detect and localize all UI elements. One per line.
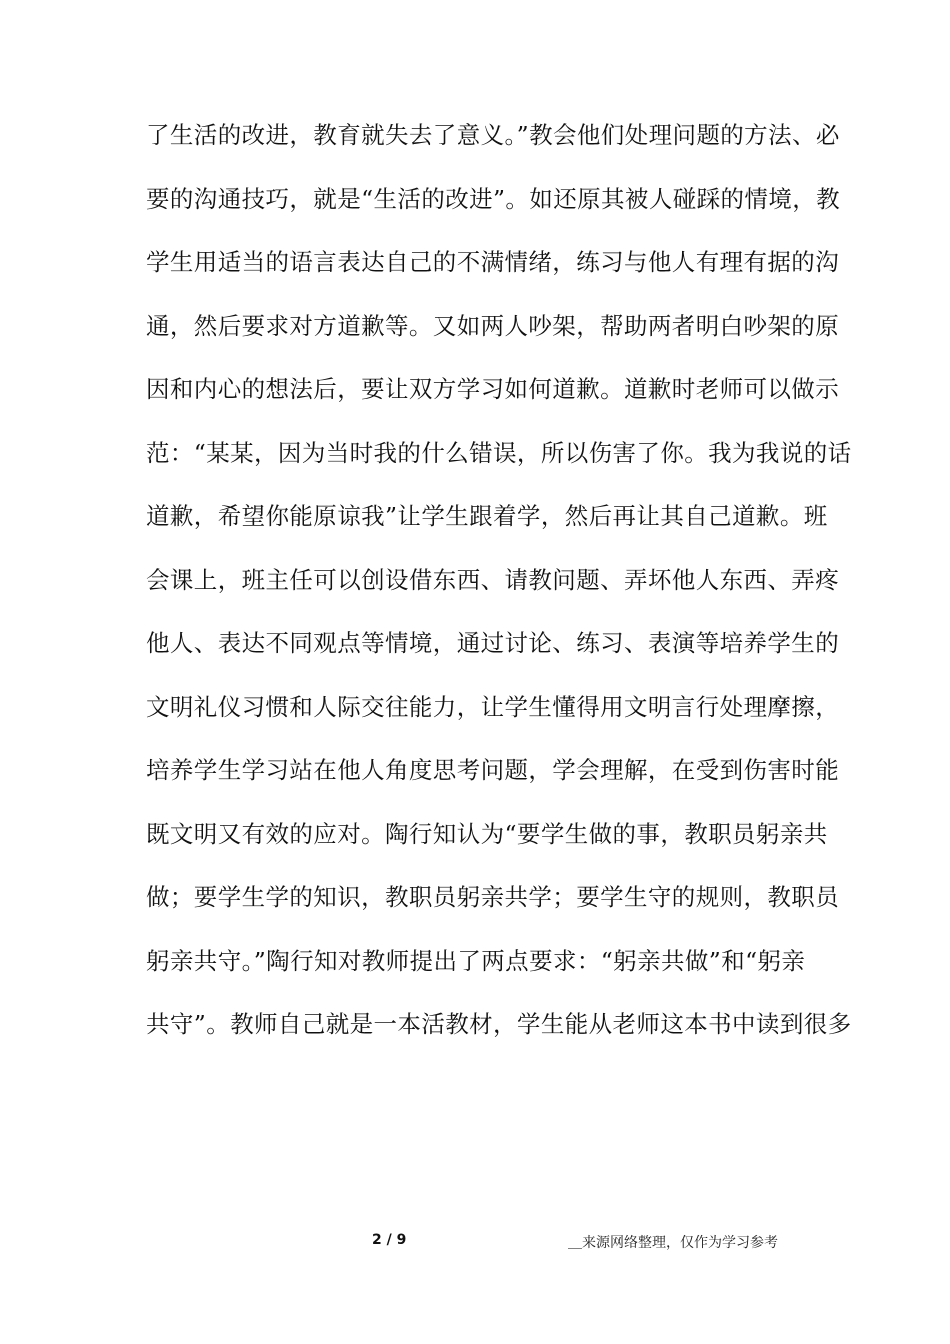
text-line-12: 既文明又有效的应对。陶行知认为“要学生做的事，教职员躬亲共: [146, 819, 828, 848]
text-line-4: 通，然后要求对方道歉等。又如两人吵架，帮助两者明白吵架的原: [146, 311, 840, 340]
text-line-8: 会课上，班主任可以创设借东西、请教问题、弄坏他人东西、弄疼: [146, 565, 840, 594]
text-line-15: 共守”。教师自己就是一本活教材，学生能从老师这本书中读到很多: [146, 1010, 852, 1038]
body-text: [146, 116, 852, 1069]
text-line-13: 做；要学生学的知识，教职员躬亲共学；要学生守的规则，教职员: [146, 883, 840, 911]
text-line-5: 因和内心的想法后，要让双方学习如何道歉。道歉时老师可以做示: [146, 375, 840, 403]
text-line-6: 范：“某某，因为当时我的什么错误，所以伤害了你。我为我说的话: [146, 438, 852, 467]
text-line-9: 他人、表达不同观点等情境，通过讨论、练习、表演等培养学生的: [146, 629, 840, 657]
text-line-3: 学生用适当的语言表达自己的不满情绪，练习与他人有理有据的沟: [146, 248, 840, 276]
text-line-7: 道歉，希望你能原谅我”让学生跟着学，然后再让其自己道歉。班: [146, 502, 828, 530]
page-number: 2 / 9: [372, 1232, 407, 1248]
text-line-1: 了生活的改进，教育就失去了意义。”教会他们处理问题的方法、必: [146, 121, 840, 149]
source-note: ＿来源网络整理，仅作为学习参考: [568, 1235, 778, 1251]
page-footer: [0, 1232, 950, 1256]
text-line-10: 文明礼仪习惯和人际交往能力，让学生懂得用文明言行处理摩擦，: [146, 692, 840, 721]
text-line-2: 要的沟通技巧，就是“生活的改进”。如还原其被人碰踩的情境，教: [146, 184, 841, 213]
text-line-11: 培养学生学习站在他人角度思考问题，学会理解，在受到伤害时能: [146, 756, 840, 784]
text-line-14: 躬亲共守。”陶行知对教师提出了两点要求：“躬亲共做”和“躬亲: [146, 946, 806, 975]
